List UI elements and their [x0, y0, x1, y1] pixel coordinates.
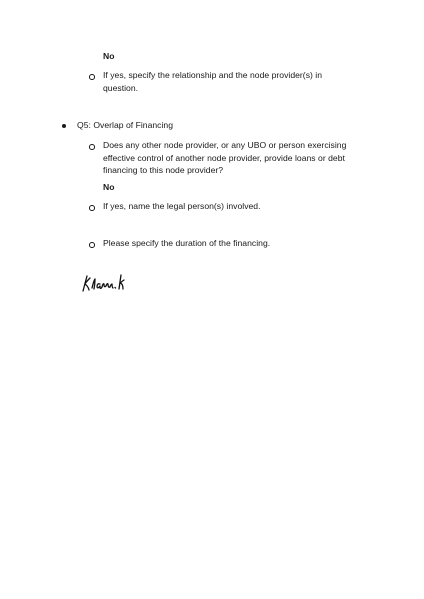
answer-q5: No: [103, 182, 115, 192]
hollow-bullet-icon: [89, 74, 95, 80]
q5-heading: Q5: Overlap of Financing: [77, 120, 174, 130]
answer-q4: No: [103, 51, 115, 61]
hollow-bullet-icon: [89, 205, 95, 211]
hollow-bullet-icon: [89, 144, 95, 150]
q4-followup-text: If yes, specify the relationship and the node provider(s) in question.: [103, 70, 323, 93]
q5-followup-1-text: If yes, name the legal person(s) involved.: [103, 201, 261, 211]
handwritten-signature: [78, 270, 132, 294]
hollow-bullet-icon: [89, 242, 95, 248]
q5-followup-2-text: Please specify the duration of the financing.: [103, 238, 271, 248]
q5-question-text: Does any other node provider, or any UBO or person exercising effective control of another node provider, provide loans or debt financing to this node provider?: [103, 140, 347, 176]
filled-bullet-icon: [62, 124, 66, 128]
